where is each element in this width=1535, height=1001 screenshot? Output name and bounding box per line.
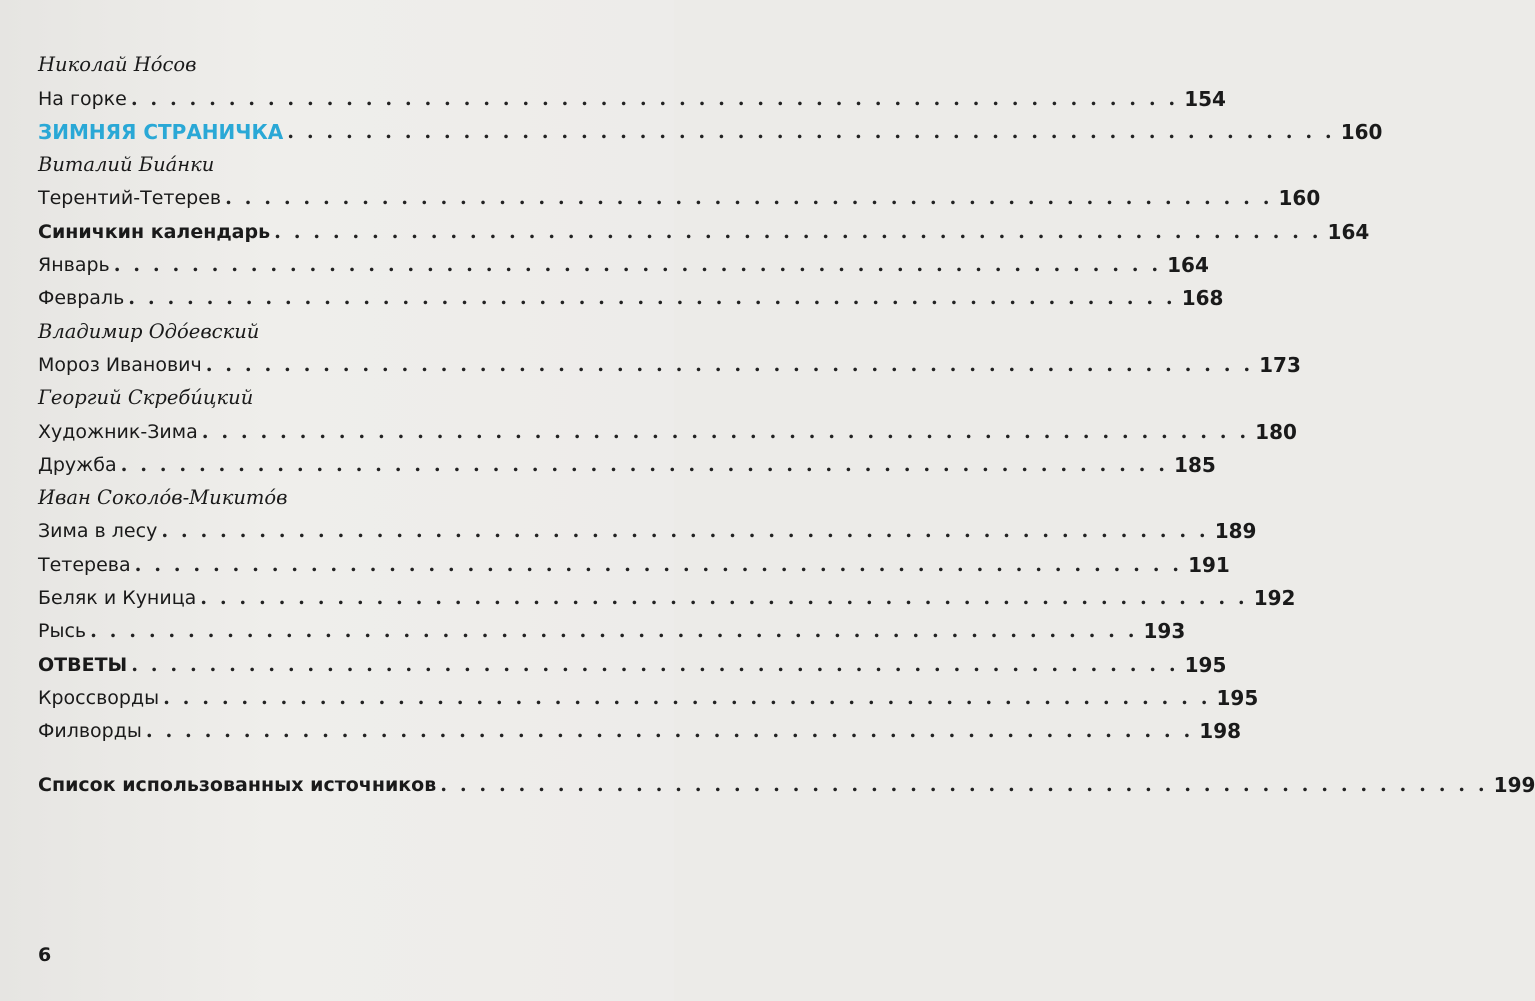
dot-leader: . . . . . . . . . . . . . . . . . . . . . . . . . . . . . . . . . . . . . . . . . . . . . . . . . . . . . . xyxy=(134,552,1183,576)
dot-leader: . . . . . . . . . . . . . . . . . . . . . . . . . . . . . . . . . . . . . . . . . . . . . . . . . . . . . . xyxy=(161,519,1209,543)
toc-author-name: Николай Но́сов xyxy=(38,53,197,77)
toc-entry[interactable] xyxy=(38,277,1224,311)
page-number: 6 xyxy=(38,944,52,966)
dot-leader: . . . . . . . . . . . . . . . . . . . . . . . . . . . . . . . . . . . . . . . . . . . . . . . . . . . . . . xyxy=(287,119,1335,143)
dot-leader: . . . . . . . . . . . . . . . . . . . . . . . . . . . . . . . . . . . . . . . . . . . . . . . . . . . . . . xyxy=(131,652,1179,676)
toc-page-number: 160 xyxy=(1278,186,1321,211)
toc-entry-title: Зима в лесу xyxy=(38,520,158,543)
toc-entry[interactable] xyxy=(38,244,1209,278)
table-of-contents xyxy=(38,44,1535,797)
toc-entry-title: ЗИМНЯЯ СТРАНИЧКА xyxy=(38,119,284,144)
toc-entry[interactable] xyxy=(38,510,1257,544)
dot-leader: . . . . . . . . . . . . . . . . . . . . . . . . . . . . . . . . . . . . . . . . . . . . . . . . . . . . . . xyxy=(113,253,1162,277)
toc-entry-title: Беляк и Куница xyxy=(38,587,197,610)
toc-gap xyxy=(38,743,610,763)
dot-leader: . . . . . . . . . . . . . . . . . . . . . . . . . . . . . . . . . . . . . . . . . . . . . . . . . . . . . . xyxy=(120,452,1169,476)
toc-author xyxy=(38,44,610,77)
toc-entry[interactable] xyxy=(38,77,1226,111)
toc-entry-title: Февраль xyxy=(38,287,125,310)
toc-entry[interactable] xyxy=(38,643,1227,677)
toc-entry-title: Художник-Зима xyxy=(38,420,198,443)
toc-entry-title: Тетерева xyxy=(38,553,131,576)
toc-entry-title: Мороз Иванович xyxy=(38,353,202,376)
dot-leader: . . . . . . . . . . . . . . . . . . . . . . . . . . . . . . . . . . . . . . . . . . . . . . . . . . . . . . xyxy=(225,186,1273,210)
toc-page-number: 164 xyxy=(1167,253,1209,278)
dot-leader: . . . . . . . . . . . . . . . . . . . . . . . . . . . . . . . . . . . . . . . . . . . . . . . . . . . . . . xyxy=(163,685,1211,709)
dot-leader: . . . . . . . . . . . . . . . . . . . . . . . . . . . . . . . . . . . . . . . . . . . . . . . . . . . . . . xyxy=(90,619,1138,643)
toc-entry[interactable] xyxy=(38,610,1186,644)
toc-author xyxy=(38,377,610,410)
toc-page-number: 195 xyxy=(1216,685,1259,710)
toc-entry[interactable] xyxy=(38,410,1297,444)
toc-entry[interactable] xyxy=(38,763,1535,797)
toc-page-number: 185 xyxy=(1174,452,1216,477)
toc-entry-title: Кроссворды xyxy=(38,686,160,709)
toc-entry-title: Филворды xyxy=(38,720,142,743)
toc-entry[interactable] xyxy=(38,344,1301,377)
toc-entry-title: На горке xyxy=(38,87,127,110)
toc-author-name: Иван Соколо́в-Микито́в xyxy=(38,486,288,510)
toc-author-name: Георгий Скреби́цкий xyxy=(38,386,254,410)
toc-entry[interactable] xyxy=(38,577,1296,611)
toc-section-heading[interactable] xyxy=(38,111,1383,144)
toc-entry-title: Синичкин календарь xyxy=(38,220,271,243)
toc-page-number: 168 xyxy=(1181,286,1224,311)
toc-entry-title: Рысь xyxy=(38,620,87,643)
toc-page-number: 198 xyxy=(1199,719,1242,744)
toc-entry-title: Январь xyxy=(38,254,110,277)
toc-page-number: 173 xyxy=(1259,352,1301,377)
dot-leader: . . . . . . . . . . . . . . . . . . . . . . . . . . . . . . . . . . . . . . . . . . . . . . . . . . . . . . xyxy=(128,286,1176,310)
toc-page-number: 189 xyxy=(1214,519,1257,544)
dot-leader: . . . . . . . . . . . . . . . . . . . . . . . . . . . . . . . . . . . . . . . . . . . . . . . . . . . . . . xyxy=(274,219,1322,243)
toc-entry[interactable] xyxy=(38,177,1321,211)
toc-entry-title: ОТВЕТЫ xyxy=(38,653,128,676)
toc-page-number: 180 xyxy=(1255,419,1297,444)
dot-leader: . . . . . . . . . . . . . . . . . . . . . . . . . . . . . . . . . . . . . . . . . . . . . . . . . . . . . . xyxy=(200,586,1248,610)
toc-author xyxy=(38,144,610,177)
toc-page-number: 154 xyxy=(1184,86,1226,111)
toc-entry[interactable] xyxy=(38,543,1230,577)
dot-leader: . . . . . . . . . . . . . . . . . . . . . . . . . . . . . . . . . . . . . . . . . . . . . . . . . . . . . . xyxy=(440,772,1488,796)
toc-entry[interactable] xyxy=(38,710,1242,744)
toc-entry-title: Список использованных источников xyxy=(38,773,437,796)
toc-page-number: 192 xyxy=(1253,586,1296,611)
toc-page-number: 195 xyxy=(1184,652,1227,677)
toc-entry[interactable] xyxy=(38,210,1370,244)
toc-entry[interactable] xyxy=(38,444,1216,477)
toc-page-number: 193 xyxy=(1143,619,1186,644)
toc-author-name: Виталий Биа́нки xyxy=(38,153,215,177)
dot-leader: . . . . . . . . . . . . . . . . . . . . . . . . . . . . . . . . . . . . . . . . . . . . . . . . . . . . . . xyxy=(130,86,1179,110)
dot-leader: . . . . . . . . . . . . . . . . . . . . . . . . . . . . . . . . . . . . . . . . . . . . . . . . . . . . . . xyxy=(205,352,1254,376)
toc-page-number: 191 xyxy=(1188,552,1230,577)
dot-leader: . . . . . . . . . . . . . . . . . . . . . . . . . . . . . . . . . . . . . . . . . . . . . . . . . . . . . . xyxy=(145,719,1194,743)
toc-author-name: Владимир Одо́евский xyxy=(38,319,260,343)
toc-author xyxy=(38,310,610,343)
toc-entry-title: Терентий-Тетерев xyxy=(38,187,222,210)
toc-page-number: 199 xyxy=(1493,772,1535,797)
toc-page-number: 164 xyxy=(1327,219,1370,244)
toc-author xyxy=(38,477,610,510)
toc-entry-title: Дружба xyxy=(38,453,117,476)
toc-page-number: 160 xyxy=(1340,119,1383,144)
dot-leader: . . . . . . . . . . . . . . . . . . . . . . . . . . . . . . . . . . . . . . . . . . . . . . . . . . . . . . xyxy=(201,419,1250,443)
toc-entry[interactable] xyxy=(38,677,1259,710)
